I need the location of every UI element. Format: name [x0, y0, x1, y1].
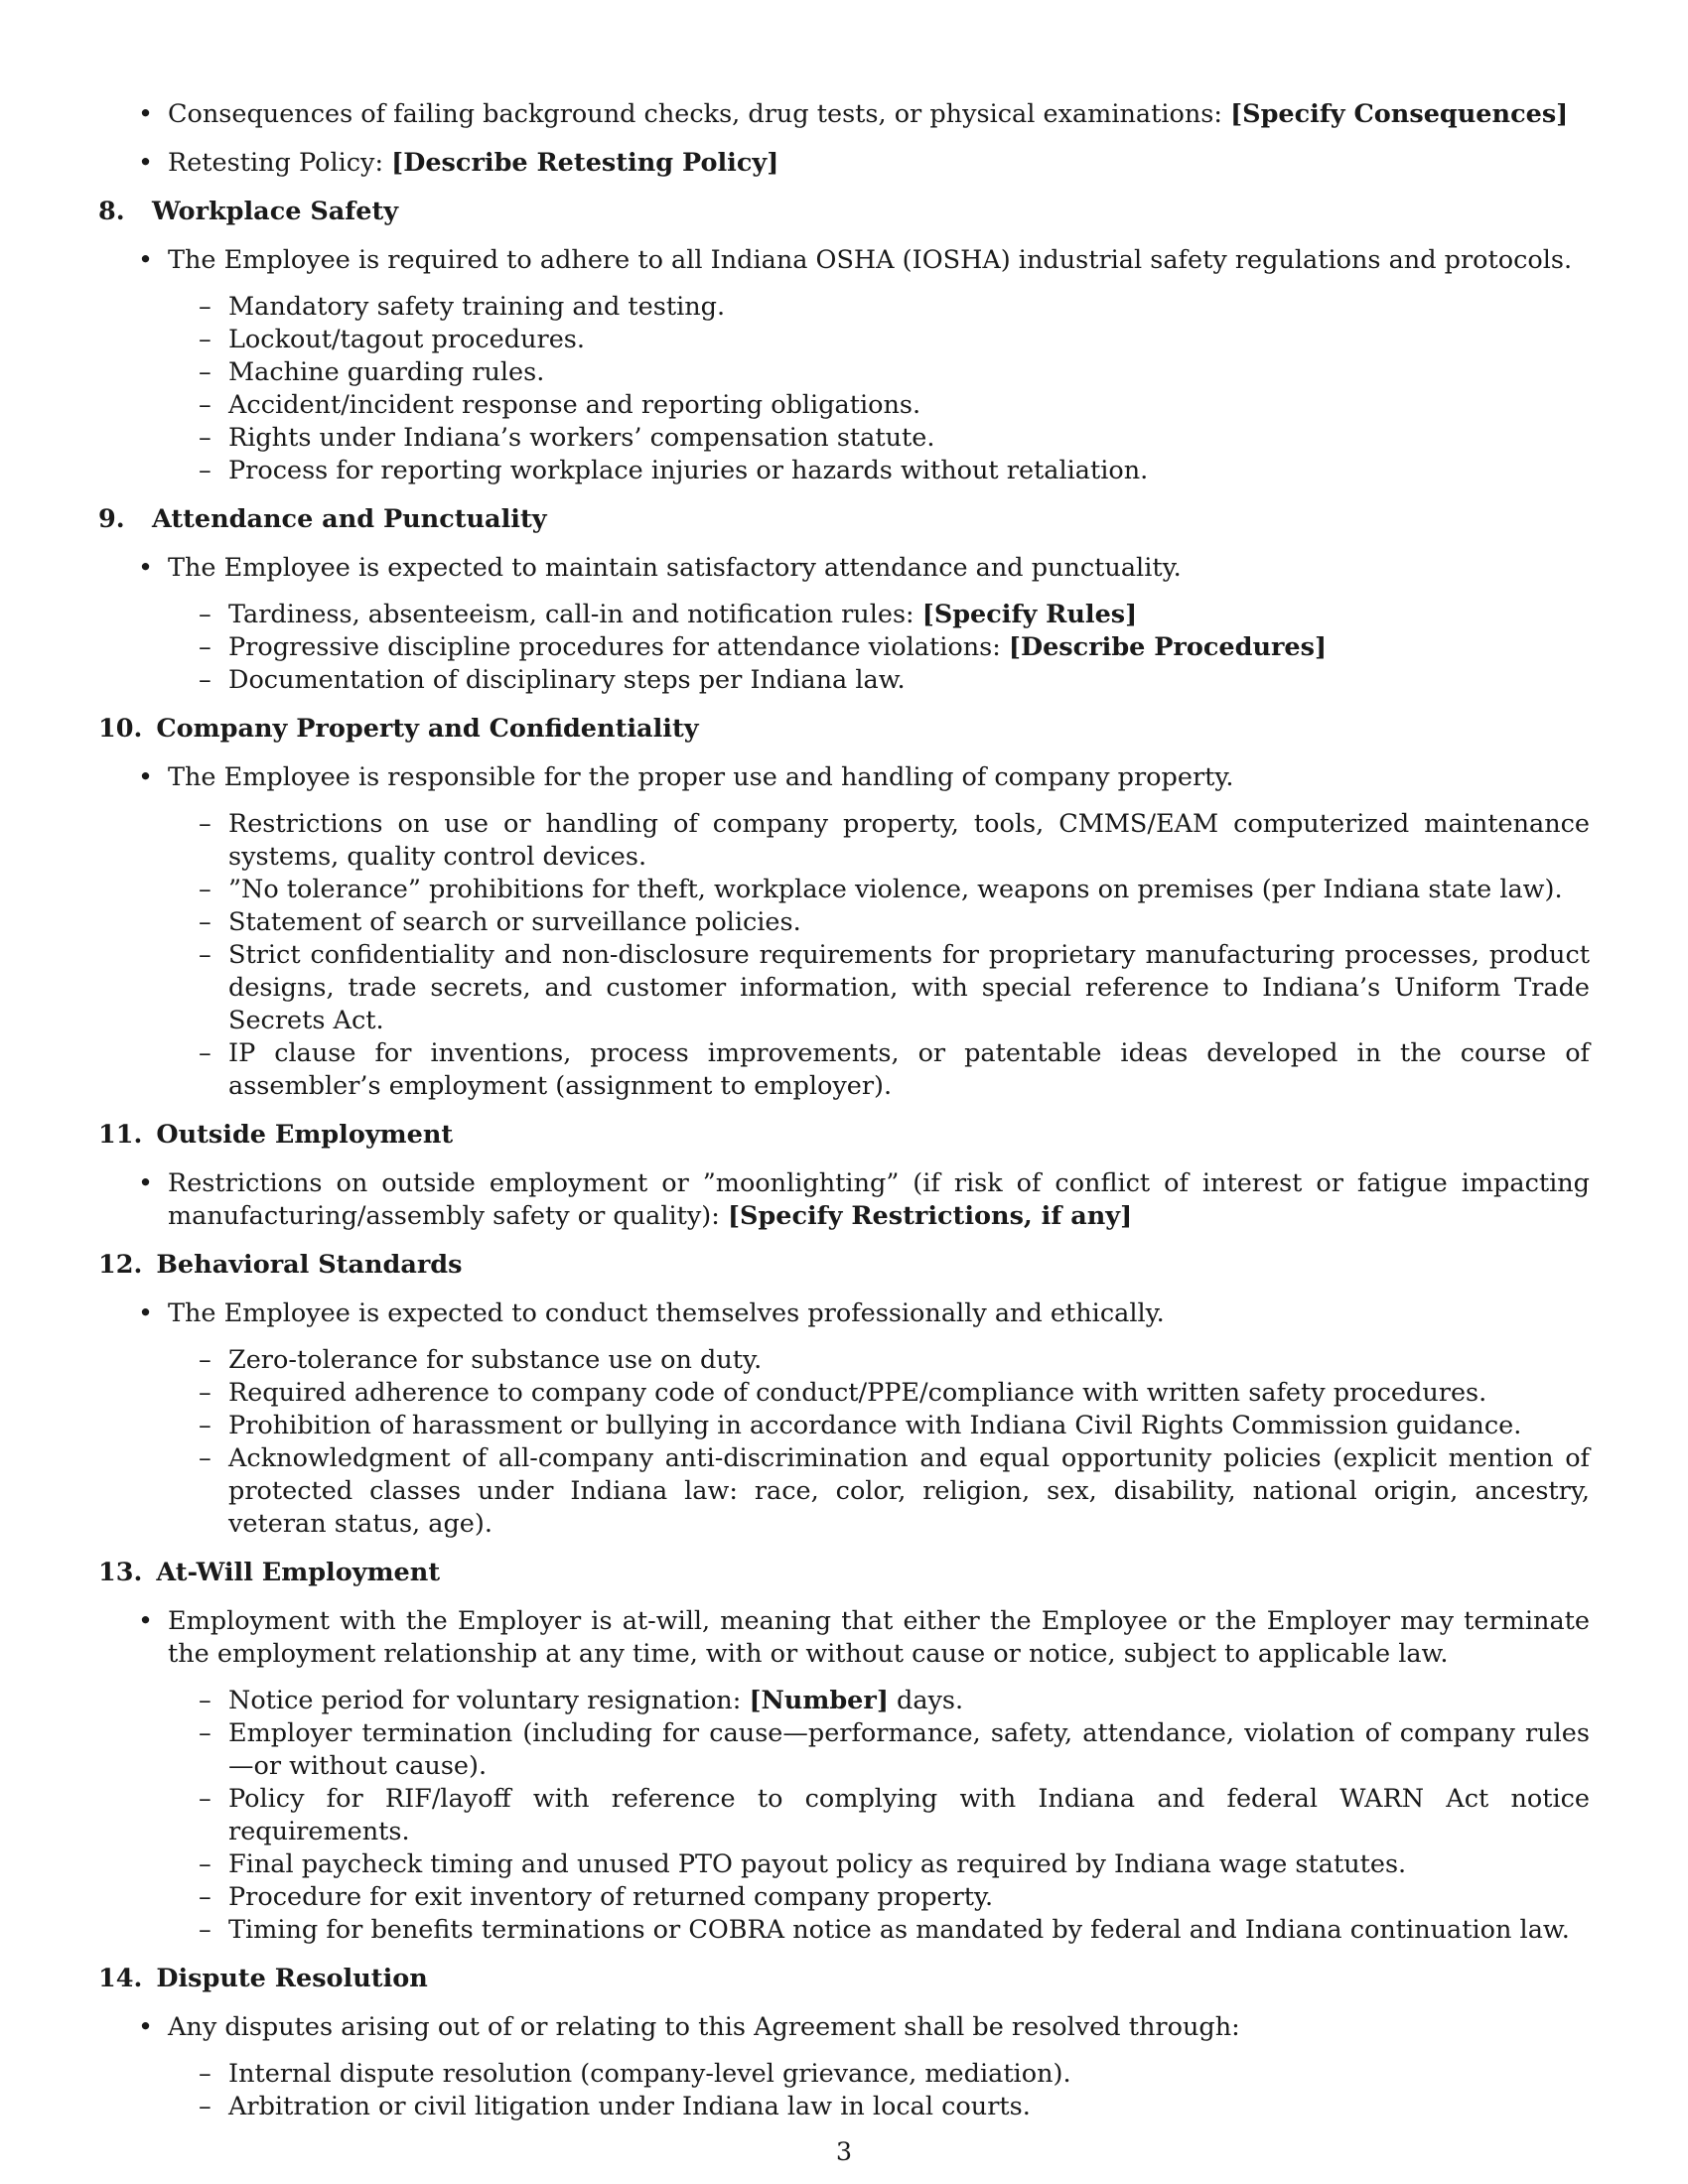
- sub-item: – Procedure for exit inventory of returned company property.: [98, 1881, 1590, 1914]
- placeholder-field: [Describe Procedures]: [1008, 632, 1328, 662]
- sub-item: – Mandatory safety training and testing.: [98, 291, 1590, 324]
- placeholder-field: [Number]: [749, 1686, 889, 1715]
- section-heading: 13. At-Will Employment: [98, 1558, 441, 1587]
- sub-item: – ”No tolerance” prohibitions for theft, workplace violence, weapons on premises (per Indiana state law).: [98, 874, 1590, 906]
- sub-item: – Internal dispute resolution (company-level grievance, mediation).: [98, 2058, 1590, 2091]
- sub-item: – Arbitration or civil litigation under Indiana law in local courts.: [98, 2091, 1590, 2123]
- list-item: • The Employee is expected to conduct themselves professionally and ethically.: [98, 1297, 1590, 1330]
- sub-list: [98, 2058, 1590, 2123]
- section-heading: 8. Workplace Safety: [98, 197, 399, 226]
- sub-list: [98, 599, 1590, 697]
- placeholder-field: [Specify Restrictions, if any]: [727, 1201, 1133, 1231]
- sub-item: – Prohibition of harassment or bullying in accordance with Indiana Civil Rights Commission guidance.: [98, 1410, 1590, 1442]
- sub-item: – Process for reporting workplace injuries or hazards without retaliation.: [98, 455, 1590, 487]
- list-item: • Employment with the Employer is at-will, meaning that either the Employee or the Employer may terminate the employment relationship at any time, with or without cause or notice, subject to applicable law.: [98, 1605, 1590, 1671]
- sub-item: – Strict confidentiality and non-disclosure requirements for proprietary manufacturing processes, product designs, trade secrets, and customer information, with special reference to Indiana’s Uniform Trade Secrets Act.: [98, 939, 1590, 1037]
- placeholder-field: [Specify Rules]: [921, 600, 1138, 629]
- section-heading: 12. Behavioral Standards: [98, 1250, 463, 1280]
- sub-item: – Timing for benefits terminations or COBRA notice as mandated by federal and Indiana continuation law.: [98, 1914, 1590, 1947]
- list-item: • Retesting Policy: [Describe Retesting Policy]: [98, 147, 1590, 180]
- list-item: • Consequences of failing background checks, drug tests, or physical examinations: [Specify Consequences]: [98, 98, 1590, 131]
- list-item: • The Employee is expected to maintain satisfactory attendance and punctuality.: [98, 552, 1590, 585]
- sub-item: – Final paycheck timing and unused PTO payout policy as required by Indiana wage statutes.: [98, 1848, 1590, 1881]
- sub-item: – Tardiness, absenteeism, call-in and notification rules: [Specify Rules]: [98, 599, 1590, 631]
- page-number: 3: [835, 2137, 853, 2167]
- list-item: • The Employee is required to adhere to all Indiana OSHA (IOSHA) industrial safety regulations and protocols.: [98, 244, 1590, 277]
- sub-list: [98, 1685, 1590, 1947]
- sub-item: – IP clause for inventions, process improvements, or patentable ideas developed in the course of assembler’s employment (assignment to employer).: [98, 1037, 1590, 1103]
- sub-item: – Notice period for voluntary resignation: [Number] days.: [98, 1685, 1590, 1717]
- sub-item: – Progressive discipline procedures for attendance violations: [Describe Procedures]: [98, 631, 1590, 664]
- placeholder-field: [Describe Retesting Policy]: [391, 148, 779, 178]
- sub-item: – Restrictions on use or handling of company property, tools, CMMS/EAM computerized maintenance systems, quality control devices.: [98, 808, 1590, 874]
- section-heading: 11. Outside Employment: [98, 1120, 454, 1150]
- sub-item: – Machine guarding rules.: [98, 356, 1590, 389]
- section-heading: 10. Company Property and Confidentiality: [98, 714, 699, 744]
- document-page: [98, 98, 1590, 2139]
- section-heading: 9. Attendance and Punctuality: [98, 504, 547, 534]
- list-item: • The Employee is responsible for the proper use and handling of company property.: [98, 761, 1590, 794]
- sub-list: [98, 1344, 1590, 1541]
- section-heading: 14. Dispute Resolution: [98, 1964, 428, 1993]
- placeholder-field: [Specify Consequences]: [1230, 99, 1569, 129]
- sub-list: [98, 808, 1590, 1103]
- sub-item: – Employer termination (including for cause—performance, safety, attendance, violation of company rules—or without cause).: [98, 1717, 1590, 1783]
- sub-item: – Documentation of disciplinary steps per Indiana law.: [98, 664, 1590, 697]
- sub-item: – Accident/incident response and reporting obligations.: [98, 389, 1590, 422]
- sub-item: – Zero-tolerance for substance use on duty.: [98, 1344, 1590, 1377]
- sub-list: [98, 291, 1590, 487]
- sub-item: – Policy for RIF/layoff with reference to complying with Indiana and federal WARN Act notice requirements.: [98, 1783, 1590, 1848]
- list-item: • Any disputes arising out of or relating to this Agreement shall be resolved through:: [98, 2011, 1590, 2044]
- sub-item: – Lockout/tagout procedures.: [98, 324, 1590, 356]
- sub-item: – Rights under Indiana’s workers’ compensation statute.: [98, 422, 1590, 455]
- sub-item: – Required adherence to company code of conduct/PPE/compliance with written safety procedures.: [98, 1377, 1590, 1410]
- list-item: • Restrictions on outside employment or ”moonlighting” (if risk of conflict of interest or fatigue impacting manufacturing/assembly safety or quality): [Specify Restrictions, if any]: [98, 1167, 1590, 1233]
- sub-item: – Statement of search or surveillance policies.: [98, 906, 1590, 939]
- sub-item: – Acknowledgment of all-company anti-discrimination and equal opportunity policies (explicit mention of protected classes under Indiana law: race, color, religion, sex, disability, national origin, ancestry, veteran status, age).: [98, 1442, 1590, 1541]
